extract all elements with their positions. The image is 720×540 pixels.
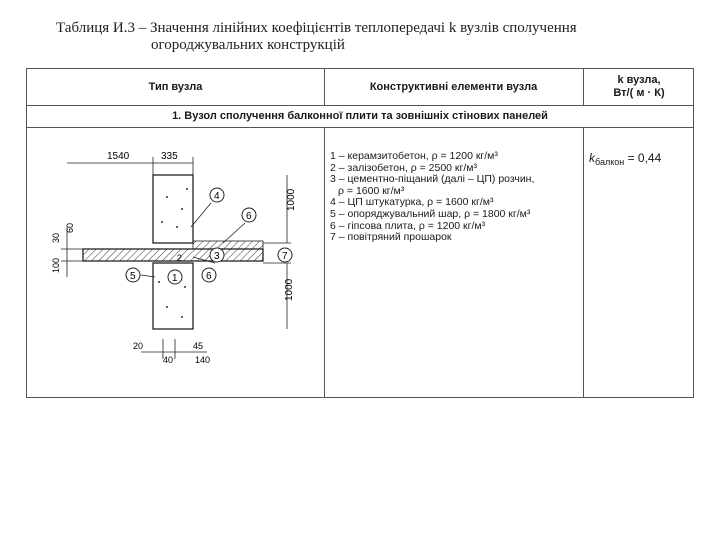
svg-text:6: 6 xyxy=(246,211,252,222)
dim-top-left: 1540 xyxy=(107,151,130,162)
dim-left-30: 30 xyxy=(51,232,61,243)
svg-text:2: 2 xyxy=(177,253,183,263)
header-k xyxy=(583,74,695,100)
element-item: 5 – опоряджувальний шар, ρ = 1800 кг/м³ xyxy=(330,207,531,220)
element-item: 7 – повітряний прошарок xyxy=(330,231,452,244)
balcony-slab xyxy=(83,249,263,261)
node-diagram xyxy=(27,127,324,398)
section-title: 1. Вузол сполучення балконної плити та зовнішніх стінових панелей xyxy=(172,110,548,122)
dim-left-100: 100 xyxy=(51,257,61,273)
dim-bottom-20: 20 xyxy=(133,341,144,351)
dim-bottom-45: 45 xyxy=(193,341,204,351)
dim-top-right: 335 xyxy=(161,151,178,162)
marker-6-upper xyxy=(242,208,256,222)
column-divider-1-body xyxy=(324,127,325,398)
dim-bottom-140: 140 xyxy=(195,355,211,365)
dim-left-60: 60 xyxy=(65,222,75,233)
dim-right-lower: 1000 xyxy=(284,278,295,301)
header-node-type: Тип вузла xyxy=(148,81,203,93)
marker-3 xyxy=(210,248,224,262)
coefficients-table xyxy=(26,68,694,398)
element-item: ρ = 1600 кг/м³ xyxy=(338,184,405,197)
k-subscript: балкон xyxy=(595,157,625,167)
header-elements: Конструктивні елементи вузла xyxy=(369,81,538,93)
elements-list xyxy=(330,151,585,244)
element-item: 4 – ЦП штукатурка, ρ = 1600 кг/м³ xyxy=(330,196,494,209)
table-caption xyxy=(56,20,676,54)
svg-text:7: 7 xyxy=(282,251,288,262)
marker-6-lower xyxy=(202,268,216,282)
caption-line-1: Таблиця И.3 – Значення лінійних коефіцієнтів теплопередачі k вузлів сполучення xyxy=(56,20,577,36)
upper-wall-panel xyxy=(153,175,193,243)
marker-4 xyxy=(210,188,224,202)
element-item: 2 – залізобетон, ρ = 2500 кг/м³ xyxy=(330,161,477,174)
marker-5 xyxy=(126,268,140,282)
svg-text:6: 6 xyxy=(206,271,212,282)
svg-text:1: 1 xyxy=(172,273,178,284)
marker-1 xyxy=(168,270,182,284)
svg-text:5: 5 xyxy=(130,271,136,282)
header-k-line-2: Вт/( м · К) xyxy=(613,87,665,99)
dim-right-upper: 1000 xyxy=(286,188,297,211)
element-item: 3 – цементно-піщаний (далі – ЦП) розчин, xyxy=(330,173,535,186)
header-k-line-1: k вузла, xyxy=(617,74,661,86)
element-item: 1 – керамзитобетон, ρ = 1200 кг/м³ xyxy=(330,150,498,162)
k-value-cell xyxy=(589,151,661,167)
svg-text:3: 3 xyxy=(214,251,220,262)
element-item: 6 – гіпсова плита, ρ = 1200 кг/м³ xyxy=(330,219,486,232)
k-value: = 0,44 xyxy=(627,151,662,165)
finishing-layer xyxy=(193,241,263,249)
caption-line-2: огороджувальних конструкцій xyxy=(151,37,345,53)
dim-bottom-40: 40 xyxy=(163,355,174,365)
marker-2 xyxy=(177,253,182,263)
svg-text:4: 4 xyxy=(214,191,220,202)
header-divider xyxy=(27,105,693,106)
marker-7 xyxy=(278,248,292,262)
k-symbol: k xyxy=(589,151,595,165)
